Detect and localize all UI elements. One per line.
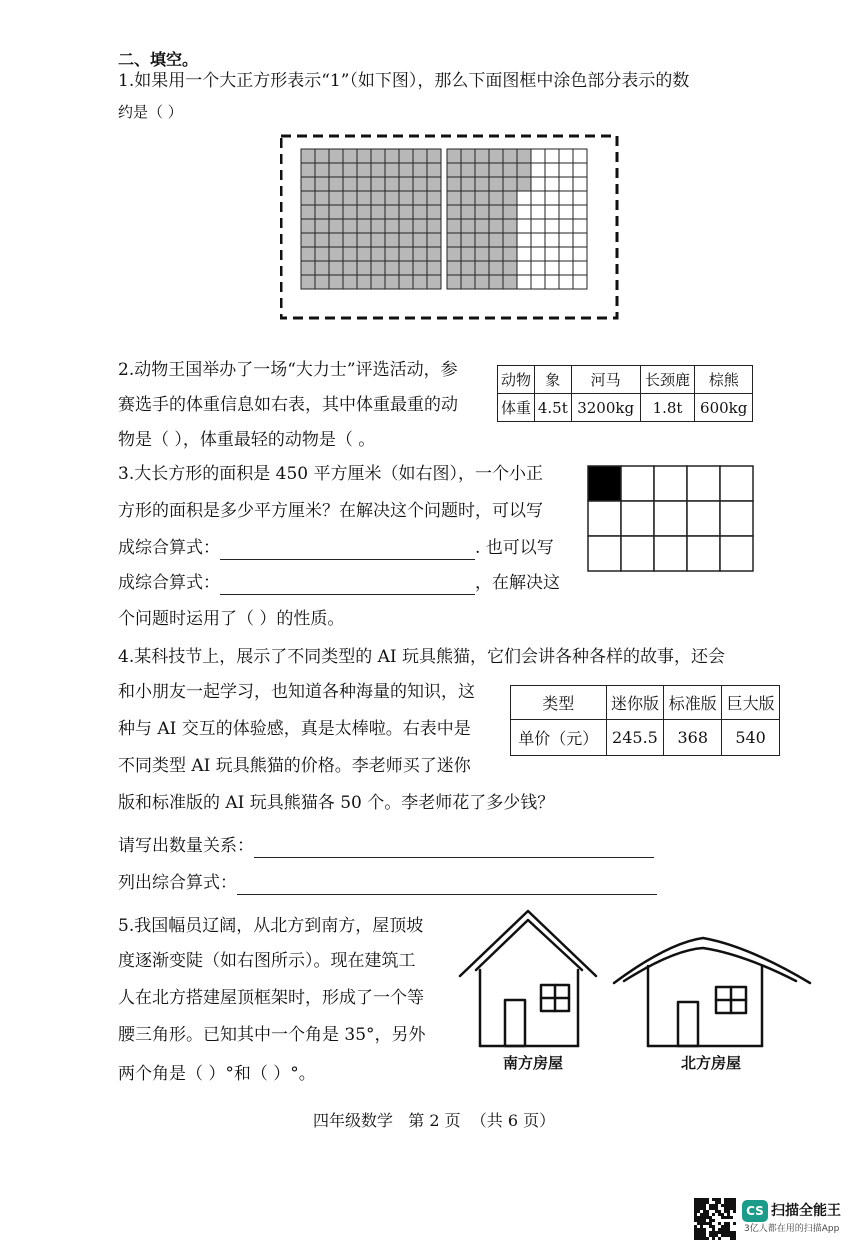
table-header-cell: 类型 bbox=[511, 686, 607, 720]
grid-cell bbox=[315, 205, 329, 219]
grid-cell bbox=[531, 205, 545, 219]
grid-cell bbox=[371, 261, 385, 275]
table-header-cell: 长颈鹿 bbox=[640, 366, 695, 394]
grid-cell bbox=[489, 233, 503, 247]
grid-cell bbox=[475, 205, 489, 219]
rect-grid-cell bbox=[621, 501, 654, 536]
q5-text-line4: 腰三角形。已知其中一个角是 35°，另外 bbox=[118, 1025, 426, 1045]
grid-cell bbox=[447, 247, 461, 261]
grid-cell bbox=[427, 205, 441, 219]
grid-cell bbox=[531, 163, 545, 177]
grid-cell bbox=[399, 177, 413, 191]
grid-cell bbox=[357, 205, 371, 219]
grid-cell bbox=[489, 261, 503, 275]
q3-text-line4: 成综合算式： ，在解决这 bbox=[118, 573, 560, 593]
grid-cell bbox=[475, 177, 489, 191]
grid-cell bbox=[517, 163, 531, 177]
grid-cell bbox=[461, 247, 475, 261]
grid-cell bbox=[531, 261, 545, 275]
rect-grid-cell bbox=[720, 466, 753, 501]
south-house bbox=[460, 911, 596, 1046]
q3-text-line5: 个问题时运用了（ ）的性质。 bbox=[118, 609, 345, 629]
grid-cell bbox=[301, 247, 315, 261]
grid-cell bbox=[329, 149, 343, 163]
table-header-cell: 迷你版 bbox=[606, 686, 664, 720]
grid-cell bbox=[531, 177, 545, 191]
q3-text-line1: 3.大长方形的面积是 450 平方厘米（如右图），一个小正 bbox=[118, 464, 543, 484]
grid-cell bbox=[315, 163, 329, 177]
grid-cell bbox=[413, 261, 427, 275]
grid-cell bbox=[559, 177, 573, 191]
grid-cell bbox=[461, 205, 475, 219]
grid-cell bbox=[573, 261, 587, 275]
grid-cell bbox=[489, 219, 503, 233]
grid-cell bbox=[301, 275, 315, 289]
table-cell: 540 bbox=[722, 720, 780, 756]
grid-cell bbox=[475, 219, 489, 233]
grid-cell bbox=[503, 247, 517, 261]
grid-cell bbox=[357, 191, 371, 205]
grid-cell bbox=[489, 177, 503, 191]
grid-cell bbox=[517, 233, 531, 247]
grid-cell bbox=[413, 275, 427, 289]
grid-cell bbox=[531, 275, 545, 289]
rect-grid-cell bbox=[588, 501, 621, 536]
grid-cell bbox=[573, 247, 587, 261]
table-header-cell: 河马 bbox=[571, 366, 640, 394]
grid-cell bbox=[301, 233, 315, 247]
grid-cell bbox=[385, 149, 399, 163]
grid-cell bbox=[461, 163, 475, 177]
grid-cell bbox=[413, 149, 427, 163]
grid-cell bbox=[343, 275, 357, 289]
grid-cell bbox=[573, 191, 587, 205]
grid-cell bbox=[343, 191, 357, 205]
grid-cell bbox=[329, 205, 343, 219]
q1-figure bbox=[280, 133, 620, 325]
grid-cell bbox=[427, 177, 441, 191]
rect-grid-cell bbox=[687, 466, 720, 501]
grid-cell bbox=[545, 261, 559, 275]
answer-blank[interactable] bbox=[254, 835, 654, 858]
grid-cell bbox=[343, 261, 357, 275]
answer-blank[interactable] bbox=[237, 872, 657, 895]
grid-cell bbox=[413, 233, 427, 247]
grid-cell bbox=[489, 149, 503, 163]
grid-cell bbox=[573, 219, 587, 233]
grid-cell bbox=[545, 163, 559, 177]
grid-cell bbox=[447, 149, 461, 163]
grid-cell bbox=[461, 149, 475, 163]
grid-cell bbox=[329, 261, 343, 275]
rect-grid-cell bbox=[621, 466, 654, 501]
grid-cell bbox=[447, 177, 461, 191]
grid-cell bbox=[559, 219, 573, 233]
grid-cell bbox=[517, 191, 531, 205]
grid-cell bbox=[531, 149, 545, 163]
grid-cell bbox=[447, 233, 461, 247]
grid-cell bbox=[343, 233, 357, 247]
grid-cell bbox=[315, 149, 329, 163]
grid-cell bbox=[559, 247, 573, 261]
grid-cell bbox=[531, 233, 545, 247]
grid-cell bbox=[559, 275, 573, 289]
q4-text-line2: 和小朋友一起学习，也知道各种海量的知识，这 bbox=[118, 682, 475, 702]
grid-cell bbox=[315, 191, 329, 205]
grid-cell bbox=[399, 163, 413, 177]
table-header-cell: 象 bbox=[534, 366, 571, 394]
grid-cell bbox=[315, 261, 329, 275]
grid-cell bbox=[461, 275, 475, 289]
grid-cell bbox=[475, 233, 489, 247]
q4-text-line1: 4.某科技节上，展示了不同类型的 AI 玩具熊猫，它们会讲各种各样的故事，还会 bbox=[118, 647, 726, 667]
grid-cell bbox=[357, 149, 371, 163]
grid-cell bbox=[517, 247, 531, 261]
rect-grid-cell bbox=[588, 466, 621, 501]
grid-cell bbox=[447, 163, 461, 177]
grid-cell bbox=[559, 149, 573, 163]
grid-cell bbox=[343, 149, 357, 163]
q4-text-line5: 版和标准版的 AI 玩具熊猫各 50 个。李老师花了多少钱？ bbox=[118, 793, 555, 813]
table-header-cell: 棕熊 bbox=[695, 366, 753, 394]
grid-cell bbox=[531, 247, 545, 261]
grid-cell bbox=[427, 191, 441, 205]
grid-cell bbox=[461, 233, 475, 247]
q5-text-line3: 人在北方搭建屋顶框架时，形成了一个等 bbox=[118, 988, 424, 1008]
grid-cell bbox=[489, 275, 503, 289]
grid-cell bbox=[329, 163, 343, 177]
rect-grid-cell bbox=[654, 466, 687, 501]
grid-cell bbox=[573, 149, 587, 163]
grid-cell bbox=[517, 261, 531, 275]
grid-cell bbox=[559, 205, 573, 219]
q2-text-line3: 物是（ ），体重最轻的动物是（ 。 bbox=[118, 430, 376, 450]
section-title: 二、填空。 bbox=[118, 50, 199, 69]
grid-cell bbox=[357, 163, 371, 177]
grid-cell bbox=[343, 205, 357, 219]
grid-cell bbox=[329, 219, 343, 233]
grid-cell bbox=[329, 191, 343, 205]
grid-cell bbox=[573, 275, 587, 289]
grid-cell bbox=[343, 163, 357, 177]
grid-cell bbox=[489, 163, 503, 177]
grid-cell bbox=[545, 177, 559, 191]
grid-cell bbox=[545, 191, 559, 205]
grid-cell bbox=[475, 191, 489, 205]
grid-cell bbox=[301, 261, 315, 275]
q4-text-line4: 不同类型 AI 玩具熊猫的价格。李老师买了迷你 bbox=[118, 756, 471, 776]
grid-cell bbox=[427, 149, 441, 163]
grid-cell bbox=[489, 247, 503, 261]
grid-cell bbox=[371, 233, 385, 247]
grid-cell bbox=[531, 191, 545, 205]
grid-cell bbox=[371, 149, 385, 163]
grid-cell bbox=[545, 275, 559, 289]
grid-cell bbox=[329, 247, 343, 261]
q5-text-line2: 度逐渐变陡（如右图所示）。现在建筑工 bbox=[118, 951, 416, 971]
q4-text-line7: 列出综合算式： bbox=[118, 872, 657, 895]
grid-cell bbox=[545, 233, 559, 247]
q2-text-line2: 赛选手的体重信息如右表，其中体重最重的动 bbox=[118, 395, 458, 415]
rect-grid-cell bbox=[588, 536, 621, 571]
houses-illustration bbox=[458, 908, 818, 1062]
grid-cell bbox=[343, 247, 357, 261]
grid-cell bbox=[357, 247, 371, 261]
grid-cell bbox=[559, 233, 573, 247]
grid-cell bbox=[427, 247, 441, 261]
rect-grid-cell bbox=[720, 536, 753, 571]
grid-cell bbox=[385, 191, 399, 205]
animal-weight-table bbox=[497, 365, 753, 422]
grid-cell bbox=[385, 247, 399, 261]
grid-cell bbox=[503, 149, 517, 163]
grid-cell bbox=[371, 205, 385, 219]
grid-cell bbox=[315, 247, 329, 261]
grid-cell bbox=[447, 261, 461, 275]
grid-cell bbox=[343, 219, 357, 233]
qr-code bbox=[694, 1198, 736, 1244]
q1-text-line1: 1.如果用一个大正方形表示“1”（如下图），那么下面图框中涂色部分表示的数 bbox=[118, 71, 690, 91]
q3-text-line3: 成综合算式： . 也可以写 bbox=[118, 538, 554, 558]
grid-cell bbox=[447, 205, 461, 219]
grid-cell bbox=[385, 261, 399, 275]
grid-cell bbox=[427, 275, 441, 289]
grid-cell bbox=[301, 163, 315, 177]
grid-cell bbox=[371, 177, 385, 191]
grid-cell bbox=[399, 275, 413, 289]
grid-cell bbox=[573, 163, 587, 177]
grid-cell bbox=[399, 191, 413, 205]
table-cell: 3200kg bbox=[571, 394, 640, 422]
grid-cell bbox=[301, 149, 315, 163]
grid-cell bbox=[531, 219, 545, 233]
grid-cell bbox=[371, 191, 385, 205]
grid-cell bbox=[517, 177, 531, 191]
grid-cell bbox=[399, 219, 413, 233]
grid-cell bbox=[399, 247, 413, 261]
grid-cell bbox=[503, 191, 517, 205]
right-grid-square bbox=[447, 149, 587, 289]
q3-rectangle-grid bbox=[587, 465, 757, 577]
grid-cell bbox=[475, 149, 489, 163]
answer-blank[interactable] bbox=[220, 572, 475, 595]
grid-cell bbox=[301, 219, 315, 233]
left-grid-square bbox=[301, 149, 441, 289]
grid-cell bbox=[447, 275, 461, 289]
q3-text-line2: 方形的面积是多少平方厘米？在解决这个问题时，可以写 bbox=[118, 501, 543, 521]
grid-cell bbox=[399, 233, 413, 247]
grid-cell bbox=[357, 219, 371, 233]
q1-text-line2: 约是（ ） bbox=[118, 103, 183, 121]
grid-cell bbox=[315, 233, 329, 247]
grid-cell bbox=[545, 149, 559, 163]
grid-cell bbox=[385, 205, 399, 219]
table-cell: 600kg bbox=[695, 394, 753, 422]
grid-cell bbox=[357, 275, 371, 289]
grid-cell bbox=[489, 191, 503, 205]
grid-cell bbox=[385, 163, 399, 177]
grid-cell bbox=[385, 219, 399, 233]
grid-cell bbox=[503, 163, 517, 177]
grid-cell bbox=[385, 177, 399, 191]
grid-cell bbox=[475, 163, 489, 177]
grid-cell bbox=[517, 149, 531, 163]
grid-cell bbox=[301, 205, 315, 219]
north-house-caption: 北方房屋 bbox=[681, 1054, 742, 1072]
q5-text-line1: 5.我国幅员辽阔，从北方到南方，屋顶坡 bbox=[118, 916, 424, 936]
north-house bbox=[614, 938, 810, 1046]
rect-grid-cell bbox=[621, 536, 654, 571]
answer-blank[interactable] bbox=[220, 537, 475, 560]
grid-cell bbox=[329, 233, 343, 247]
grid-cell bbox=[517, 205, 531, 219]
grid-cell bbox=[371, 219, 385, 233]
table-cell: 1.8t bbox=[640, 394, 695, 422]
panda-price-table bbox=[510, 685, 780, 756]
rect-grid-cell bbox=[687, 536, 720, 571]
grid-cell bbox=[461, 177, 475, 191]
grid-cell bbox=[503, 177, 517, 191]
grid-cell bbox=[559, 163, 573, 177]
grid-cell bbox=[399, 261, 413, 275]
south-house-caption: 南方房屋 bbox=[503, 1054, 564, 1072]
q2-text-line1: 2.动物王国举办了一场“大力士”评选活动，参 bbox=[118, 360, 458, 380]
grid-cell bbox=[475, 275, 489, 289]
grid-cell bbox=[329, 275, 343, 289]
grid-cell bbox=[489, 205, 503, 219]
table-header-cell: 标准版 bbox=[664, 686, 722, 720]
grid-cell bbox=[559, 191, 573, 205]
table-cell: 368 bbox=[664, 720, 722, 756]
grid-cell bbox=[413, 219, 427, 233]
grid-cell bbox=[503, 205, 517, 219]
grid-cell bbox=[315, 275, 329, 289]
grid-cell bbox=[371, 247, 385, 261]
grid-cell bbox=[399, 149, 413, 163]
grid-cell bbox=[427, 163, 441, 177]
grid-cell bbox=[475, 247, 489, 261]
grid-cell bbox=[315, 177, 329, 191]
grid-cell bbox=[447, 219, 461, 233]
table-row-label: 体重 bbox=[498, 394, 535, 422]
table-cell: 245.5 bbox=[606, 720, 664, 756]
grid-cell bbox=[461, 191, 475, 205]
grid-cell bbox=[545, 205, 559, 219]
grid-cell bbox=[545, 247, 559, 261]
grid-cell bbox=[413, 163, 427, 177]
grid-cell bbox=[329, 177, 343, 191]
camscanner-logo-icon: CS bbox=[742, 1200, 768, 1222]
rect-grid-cell bbox=[687, 501, 720, 536]
grid-cell bbox=[385, 275, 399, 289]
grid-cell bbox=[371, 163, 385, 177]
page-footer: 四年级数学 第 2 页 （共 6 页） bbox=[313, 1111, 556, 1130]
watermark-brand: 扫描全能王 bbox=[771, 1203, 841, 1219]
grid-cell bbox=[461, 219, 475, 233]
grid-cell bbox=[399, 205, 413, 219]
grid-cell bbox=[301, 191, 315, 205]
grid-cell bbox=[427, 261, 441, 275]
grid-cell bbox=[343, 177, 357, 191]
grid-cell bbox=[517, 275, 531, 289]
grid-cell bbox=[427, 219, 441, 233]
grid-cell bbox=[447, 191, 461, 205]
grid-cell bbox=[559, 261, 573, 275]
grid-cell bbox=[573, 205, 587, 219]
q4-text-line3: 种与 AI 交互的体验感，真是太棒啦。右表中是 bbox=[118, 719, 471, 739]
grid-cell bbox=[545, 219, 559, 233]
grid-cell bbox=[371, 275, 385, 289]
grid-cell bbox=[427, 233, 441, 247]
grid-cell bbox=[475, 261, 489, 275]
grid-cell bbox=[503, 233, 517, 247]
grid-cell bbox=[573, 177, 587, 191]
grid-cell bbox=[301, 177, 315, 191]
grid-cell bbox=[315, 219, 329, 233]
grid-cell bbox=[573, 233, 587, 247]
grid-cell bbox=[357, 261, 371, 275]
watermark-tagline: 3亿人都在用的扫描App bbox=[744, 1224, 840, 1234]
grid-cell bbox=[413, 177, 427, 191]
rect-grid-cell bbox=[654, 501, 687, 536]
table-row-label: 单价（元） bbox=[511, 720, 607, 756]
table-header-cell: 巨大版 bbox=[722, 686, 780, 720]
table-cell: 4.5t bbox=[534, 394, 571, 422]
grid-cell bbox=[461, 261, 475, 275]
q5-text-line5: 两个角是（ ）°和（ ）°。 bbox=[118, 1064, 316, 1084]
grid-cell bbox=[357, 177, 371, 191]
grid-cell bbox=[517, 219, 531, 233]
table-header-cell: 动物 bbox=[498, 366, 535, 394]
grid-cell bbox=[413, 205, 427, 219]
grid-cell bbox=[385, 233, 399, 247]
q4-text-line6: 请写出数量关系： bbox=[118, 835, 654, 858]
grid-cell bbox=[357, 233, 371, 247]
grid-cell bbox=[503, 275, 517, 289]
rect-grid-cell bbox=[720, 501, 753, 536]
grid-cell bbox=[503, 219, 517, 233]
grid-cell bbox=[503, 261, 517, 275]
grid-cell bbox=[413, 191, 427, 205]
grid-cell bbox=[413, 247, 427, 261]
rect-grid-cell bbox=[654, 536, 687, 571]
